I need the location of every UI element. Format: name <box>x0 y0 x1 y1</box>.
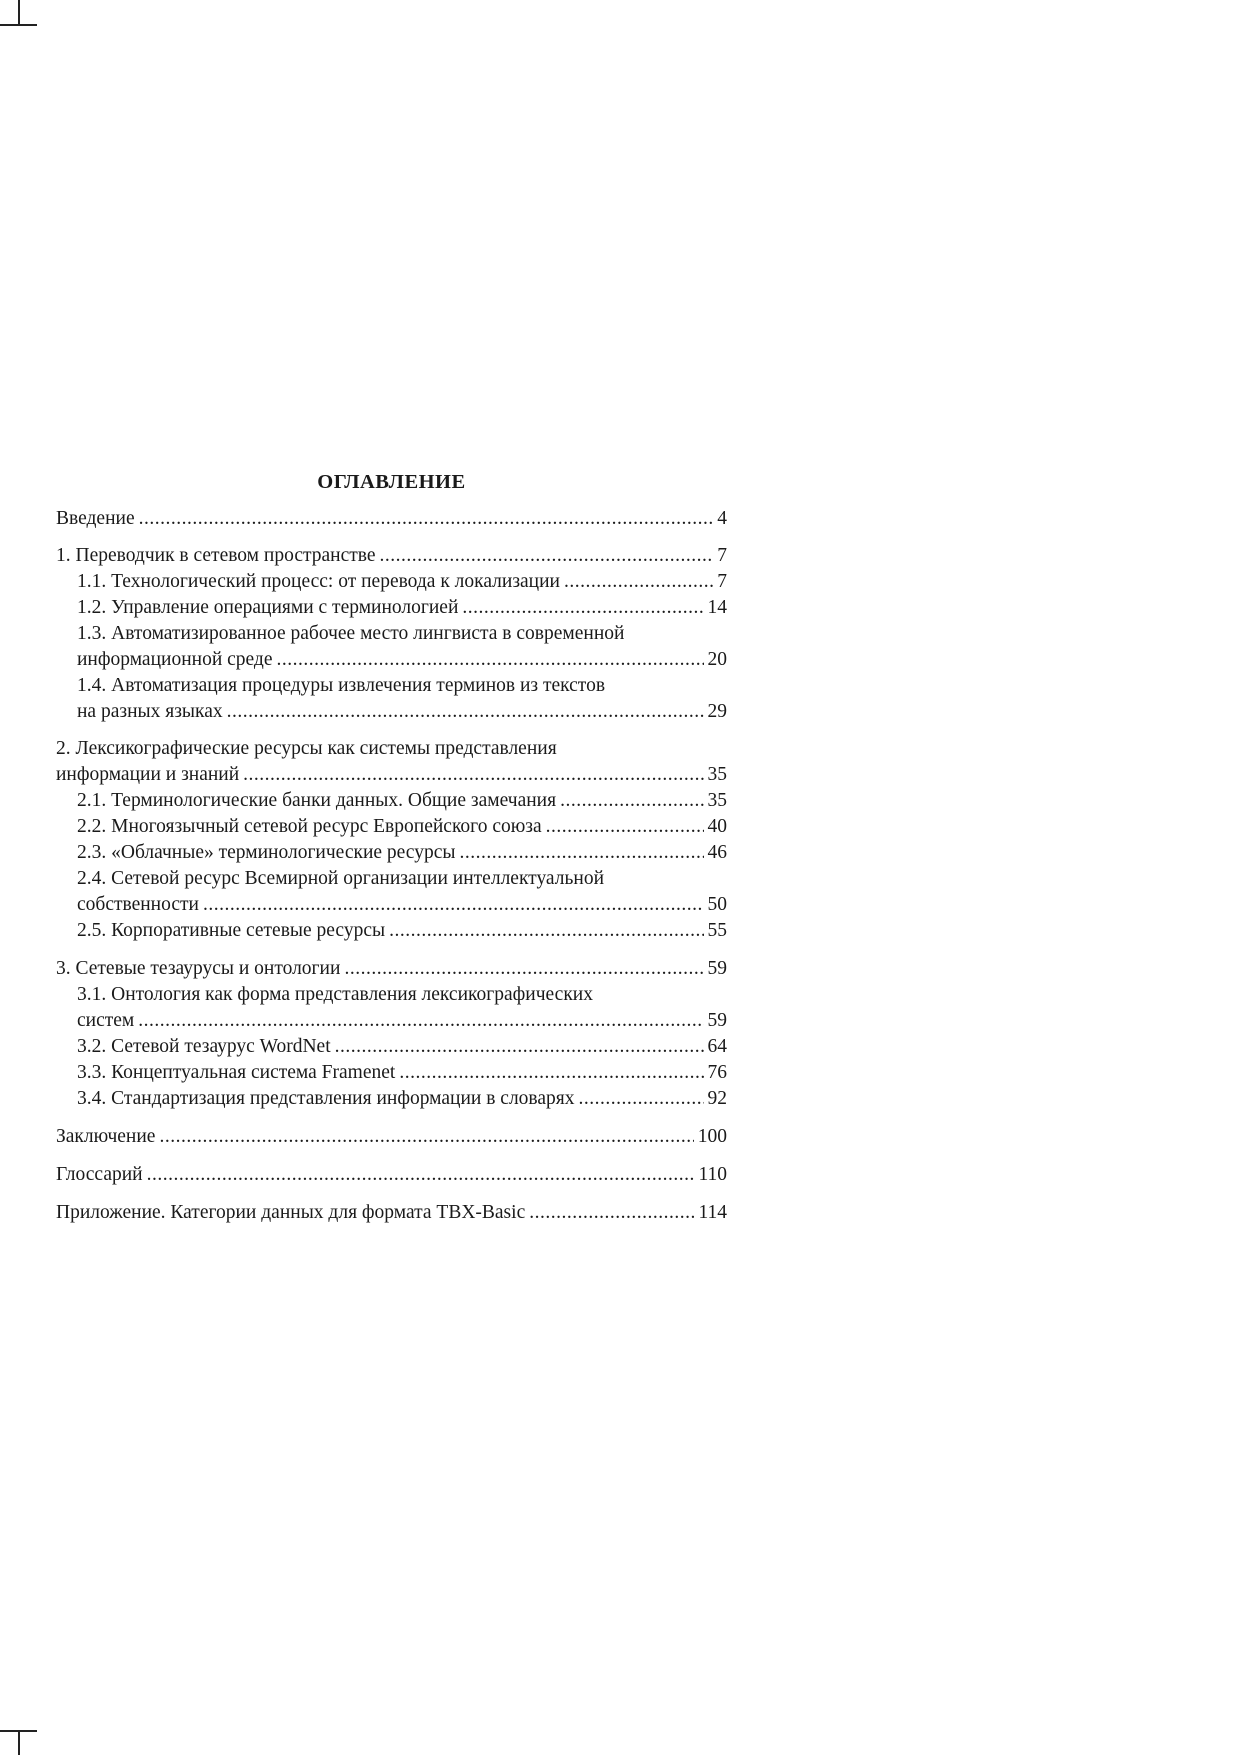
table-of-contents <box>56 468 727 1226</box>
toc-entry-text: Введение <box>56 508 135 529</box>
dot-leader <box>389 918 703 944</box>
toc-entry-text: 3. Сетевые тезаурусы и онтологии <box>56 958 341 979</box>
toc-entry-glossary[interactable] <box>56 1162 727 1188</box>
toc-entry-first-line: 1.4. Автоматизация процедуры извлечения терминов из текстов <box>77 675 606 696</box>
toc-entry-text: 1.1. Технологический процесс: от перевода к локализации <box>77 571 560 592</box>
toc-entry-3-4[interactable] <box>56 1086 727 1112</box>
toc-entry-text: информации и знаний <box>56 764 240 785</box>
toc-entry-chapter-1[interactable] <box>56 543 727 569</box>
dot-leader <box>462 595 703 621</box>
toc-entry-text: на разных языках <box>77 701 223 722</box>
toc-entry-text: 2.5. Корпоративные сетевые ресурсы <box>77 920 386 941</box>
toc-page-number: 20 <box>707 649 727 670</box>
dot-leader <box>344 956 703 982</box>
toc-entry-text: 2.2. Многоязычный сетевой ресурс Европейского союза <box>77 816 542 837</box>
toc-page-number: 114 <box>698 1202 727 1223</box>
dot-leader <box>459 840 703 866</box>
toc-entry-text: Заключение <box>56 1126 156 1147</box>
toc-page-number: 29 <box>707 701 727 722</box>
toc-entry-conclusion[interactable] <box>56 1124 727 1150</box>
dot-leader <box>243 762 703 788</box>
toc-entry-text: информационной среде <box>77 649 273 670</box>
dot-leader <box>277 647 704 673</box>
toc-entry-intro[interactable] <box>56 506 727 532</box>
dot-leader <box>529 1200 694 1226</box>
toc-page-number: 14 <box>707 597 727 618</box>
toc-entry-2-2[interactable] <box>56 814 727 840</box>
toc-page-number: 40 <box>707 816 727 837</box>
toc-entry-text: Приложение. Категории данных для формата TBX-Basic <box>56 1202 526 1223</box>
toc-page-number: 7 <box>717 571 727 592</box>
dot-leader <box>560 788 703 814</box>
toc-entry-3-3[interactable] <box>56 1060 727 1086</box>
toc-page-number: 64 <box>707 1036 727 1057</box>
toc-entry-text: 3.2. Сетевой тезаурус WordNet <box>77 1036 331 1057</box>
toc-entry-1-1[interactable] <box>56 569 727 595</box>
toc-entry-text: систем <box>77 1010 135 1031</box>
toc-entry-first-line: 3.1. Онтология как форма представления лексикографических <box>77 984 593 1005</box>
dot-leader <box>139 506 714 532</box>
dot-leader <box>579 1086 704 1112</box>
dot-leader <box>564 569 713 595</box>
toc-page-number: 55 <box>707 920 727 941</box>
toc-entry-chapter-3[interactable] <box>56 956 727 982</box>
toc-entry-1-4[interactable] <box>56 673 727 725</box>
toc-page-number: 4 <box>717 508 727 529</box>
toc-entry-appendix[interactable] <box>56 1200 727 1226</box>
toc-page-number: 35 <box>707 790 727 811</box>
toc-entry-2-4[interactable] <box>56 866 727 918</box>
toc-page-number: 110 <box>698 1164 727 1185</box>
dot-leader <box>380 543 714 569</box>
crop-mark-top-vertical <box>18 0 20 24</box>
toc-entry-2-3[interactable] <box>56 840 727 866</box>
toc-entry-text: 2.3. «Облачные» терминологические ресурсы <box>77 842 456 863</box>
toc-entry-2-1[interactable] <box>56 788 727 814</box>
toc-entry-3-2[interactable] <box>56 1034 727 1060</box>
toc-page-number: 50 <box>707 894 727 915</box>
dot-leader <box>203 892 704 918</box>
dot-leader <box>335 1034 704 1060</box>
toc-page-number: 92 <box>707 1088 727 1109</box>
toc-page-number: 100 <box>697 1126 727 1147</box>
toc-entry-1-2[interactable] <box>56 595 727 621</box>
toc-entry-text: 3.3. Концептуальная система Framenet <box>77 1062 396 1083</box>
toc-entry-text: 1.2. Управление операциями с терминологией <box>77 597 459 618</box>
crop-mark-bottom-vertical <box>18 1731 20 1755</box>
toc-entry-text: 3.4. Стандартизация представления информации в словарях <box>77 1088 575 1109</box>
toc-entry-text: собственности <box>77 894 199 915</box>
toc-entry-first-line: 2. Лексикографические ресурсы как системы представления <box>56 738 557 759</box>
dot-leader <box>147 1162 695 1188</box>
toc-page-number: 35 <box>707 764 727 785</box>
toc-page-number: 46 <box>707 842 727 863</box>
dot-leader <box>138 1008 703 1034</box>
toc-page-number: 7 <box>717 545 727 566</box>
dot-leader <box>227 699 704 725</box>
toc-entry-text: 2.1. Терминологические банки данных. Общие замечания <box>77 790 557 811</box>
toc-entry-3-1[interactable] <box>56 982 727 1034</box>
dot-leader <box>546 814 704 840</box>
toc-entry-chapter-2[interactable] <box>56 736 727 788</box>
crop-mark-top-horizontal <box>0 24 37 26</box>
toc-entry-text: 1. Переводчик в сетевом пространстве <box>56 545 376 566</box>
toc-page-number: 76 <box>707 1062 727 1083</box>
toc-title: ОГЛАВЛЕНИЕ <box>317 471 466 493</box>
toc-entry-1-3[interactable] <box>56 621 727 673</box>
toc-entry-text: Глоссарий <box>56 1164 143 1185</box>
dot-leader <box>399 1060 703 1086</box>
toc-entry-first-line: 2.4. Сетевой ресурс Всемирной организации интеллектуальной <box>77 868 605 889</box>
dot-leader <box>159 1124 693 1150</box>
toc-entry-2-5[interactable] <box>56 918 727 944</box>
toc-entry-first-line: 1.3. Автоматизированное рабочее место лингвиста в современной <box>77 623 625 644</box>
toc-page-number: 59 <box>707 958 727 979</box>
toc-page-number: 59 <box>707 1010 727 1031</box>
